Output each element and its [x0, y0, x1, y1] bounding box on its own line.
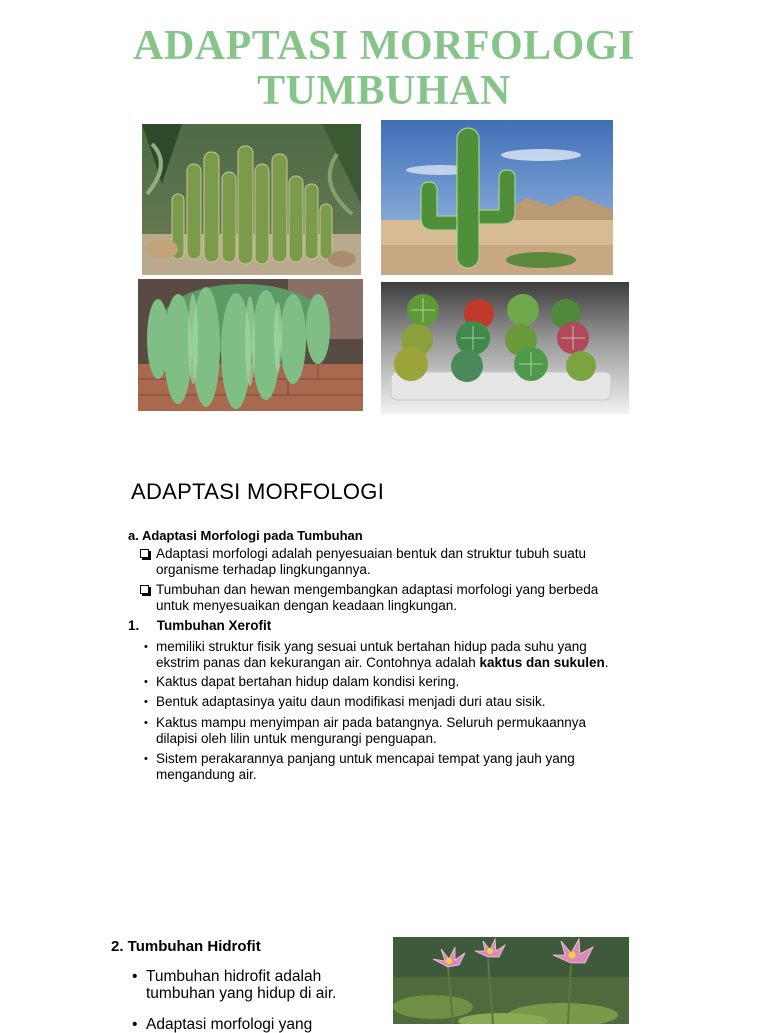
bullet-dot-icon: •	[132, 968, 138, 985]
title-line-1: ADAPTASI MORFOLOGI	[133, 23, 635, 69]
checkbox-square-icon	[140, 546, 149, 562]
xerofit-number: 1.	[128, 618, 140, 633]
cactus-garden-image	[142, 124, 361, 275]
xerofit-bullet-1-bold-text: kaktus dan sukulen	[479, 655, 605, 670]
desert-cactus-image	[381, 120, 613, 275]
hidrofit-bullet-2-line-1: Adaptasi morfologi yang	[146, 1016, 313, 1033]
xerofit-heading	[128, 618, 271, 633]
xerofit-bullet-1-period: .	[604, 655, 609, 670]
square-item-1-line-2: organisme terhadap lingkungannya.	[156, 562, 371, 577]
xerofit-bullet-5-line-1: Sistem perakarannya panjang untuk mencapai tempat yang jauh yang	[156, 751, 575, 766]
xerofit-bullet-4-line-2: dilapisi oleh lilin untuk mengurangi penguapan.	[156, 731, 437, 746]
hidrofit-heading: 2. Tumbuhan Hidrofit	[111, 938, 261, 955]
page-title	[0, 24, 768, 114]
water-lily-image	[393, 937, 629, 1024]
bullet-dot-icon: •	[144, 717, 148, 729]
hidrofit-bullet-1-line-1: Tumbuhan hidrofit adalah	[146, 968, 322, 985]
square-item-2-line-2: untuk menyesuaikan dengan keadaan lingkungan.	[156, 598, 457, 613]
bullet-dot-icon: •	[132, 1016, 138, 1033]
trailing-succulent-image	[138, 279, 363, 411]
bullet-dot-icon: •	[144, 753, 148, 765]
subheading-a: a. Adaptasi Morfologi pada Tumbuhan	[128, 528, 363, 543]
square-item-1-line-1: Adaptasi morfologi adalah penyesuaian bentuk dan struktur tubuh suatu	[156, 546, 587, 561]
square-item-2-line-1: Tumbuhan dan hewan mengembangkan adaptasi morfologi yang berbeda	[156, 582, 599, 597]
xerofit-title: Tumbuhan Xerofit	[156, 618, 272, 633]
xerofit-bullet-1-line-2-text: ekstrim panas dan kekurangan air. Contohnya adalah	[156, 655, 480, 670]
succulent-tray-image	[381, 282, 629, 414]
title-line-2: TUMBUHAN	[257, 68, 511, 114]
bullet-dot-icon: •	[144, 641, 148, 653]
xerofit-bullet-1-line-1: memiliki struktur fisik yang sesuai untuk bertahan hidup pada suhu yang	[156, 639, 587, 654]
checkbox-square-icon	[140, 582, 149, 598]
bullet-dot-icon: •	[144, 676, 148, 688]
xerofit-bullet-4-line-1: Kaktus mampu menyimpan air pada batangnya. Seluruh permukaannya	[156, 715, 587, 730]
xerofit-bullet-5-line-2: mengandung air.	[156, 767, 257, 782]
bullet-dot-icon: •	[144, 696, 148, 708]
section-heading: ADAPTASI MORFOLOGI	[131, 479, 385, 504]
xerofit-bullet-2-line-1: Kaktus dapat bertahan hidup dalam kondisi kering.	[156, 674, 460, 689]
xerofit-bullet-1-line-2	[156, 655, 609, 671]
hidrofit-bullet-1-line-2: tumbuhan yang hidup di air.	[146, 985, 337, 1002]
xerofit-bullet-3-line-1: Bentuk adaptasinya yaitu daun modifikasi menjadi duri atau sisik.	[156, 694, 546, 709]
